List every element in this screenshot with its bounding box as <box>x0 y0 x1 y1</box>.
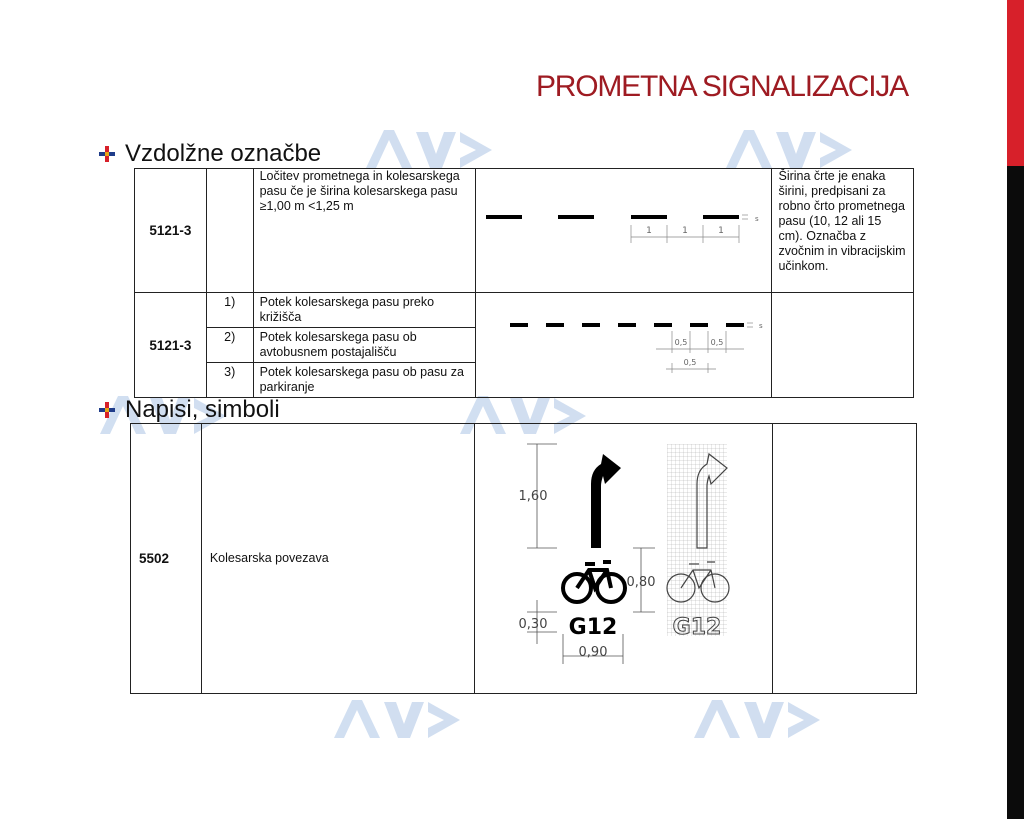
marking-code: 5121-3 <box>135 169 207 293</box>
marking-note: Širina črte je enaka širini, predpisani za robno črto prometnega pasu (10, 12 ali 15 cm). Označba z zvočnim in vibracijskim učinkom. <box>772 169 914 293</box>
symbol-description: Kolesarska povezava <box>201 424 474 694</box>
height-label: 1,60 <box>518 489 548 504</box>
edge-accent-black <box>1007 166 1024 819</box>
dash-mark <box>726 323 744 327</box>
edge-accent-red <box>1007 0 1024 166</box>
dash-mark <box>631 215 667 219</box>
dim-label: 1 <box>646 225 653 236</box>
marking-code: 5121-3 <box>135 293 207 398</box>
thickness-label: s <box>755 214 760 223</box>
dim-label: 0,5 <box>711 338 724 347</box>
bike-symbol-diagram-cell <box>474 424 772 694</box>
page-title: PROMETNA SIGNALIZACIJA <box>535 70 908 103</box>
bullet-longitudinal-markings <box>98 140 321 168</box>
gap-label: 0,30 <box>518 617 548 632</box>
short-dash-diagram-cell <box>476 293 772 398</box>
watermark-logo <box>362 124 494 172</box>
item-description: Potek kolesarskega pasu ob pasu za parkiranje <box>253 363 476 398</box>
dash-mark <box>510 323 528 327</box>
bullet-inscriptions-symbols <box>98 396 280 424</box>
dash-mark <box>546 323 564 327</box>
marking-description: Ločitev prometnega in kolesarskega pasu če je širina kolesarskega pasu ≥1,00 m <1,25 m <box>253 169 476 293</box>
bike-symbol-black <box>563 562 625 602</box>
dim-label: 1 <box>718 225 725 236</box>
watermark-logo <box>330 694 462 742</box>
item-number: 3) <box>206 363 253 398</box>
dash-mark <box>703 215 739 219</box>
bullet-label: Vzdolžne označbe <box>125 140 322 167</box>
plus-bullet-icon <box>98 145 116 163</box>
dashed-line-diagram-cell <box>476 169 772 293</box>
dim-label: 0,5 <box>684 358 697 367</box>
item-description: Potek kolesarskega pasu preko križišča <box>253 293 476 328</box>
dash-mark <box>582 323 600 327</box>
dim-label: 0,5 <box>675 338 688 347</box>
item-description: Potek kolesarskega pasu ob avtobusnem postajališču <box>253 328 476 363</box>
item-number: 1) <box>206 293 253 328</box>
dashed-line-diagram <box>476 199 771 259</box>
bike-height-label: 0,80 <box>626 575 656 590</box>
dash-mark <box>618 323 636 327</box>
dash-mark <box>558 215 594 219</box>
dash-mark <box>690 323 708 327</box>
symbols-table <box>130 423 917 694</box>
dash-mark <box>486 215 522 219</box>
watermark-logo <box>690 694 822 742</box>
marking-label-outline: G12 <box>672 615 722 640</box>
short-dash-diagram <box>476 293 771 383</box>
markings-table <box>134 168 914 398</box>
bike-symbol-diagram <box>475 424 772 689</box>
watermark-logo <box>722 124 854 172</box>
item-number: 2) <box>206 328 253 363</box>
bullet-label: Napisi, simboli <box>125 396 280 423</box>
plus-bullet-icon <box>98 401 116 419</box>
dash-mark <box>654 323 672 327</box>
dim-label: 1 <box>682 225 689 236</box>
thickness-label: s <box>759 322 764 330</box>
arrow-symbol <box>591 454 621 548</box>
symbol-code: 5502 <box>131 424 202 694</box>
watermark-text: AVP <box>362 124 364 125</box>
width-label: 0,90 <box>578 645 608 660</box>
marking-label: G12 <box>568 615 618 640</box>
